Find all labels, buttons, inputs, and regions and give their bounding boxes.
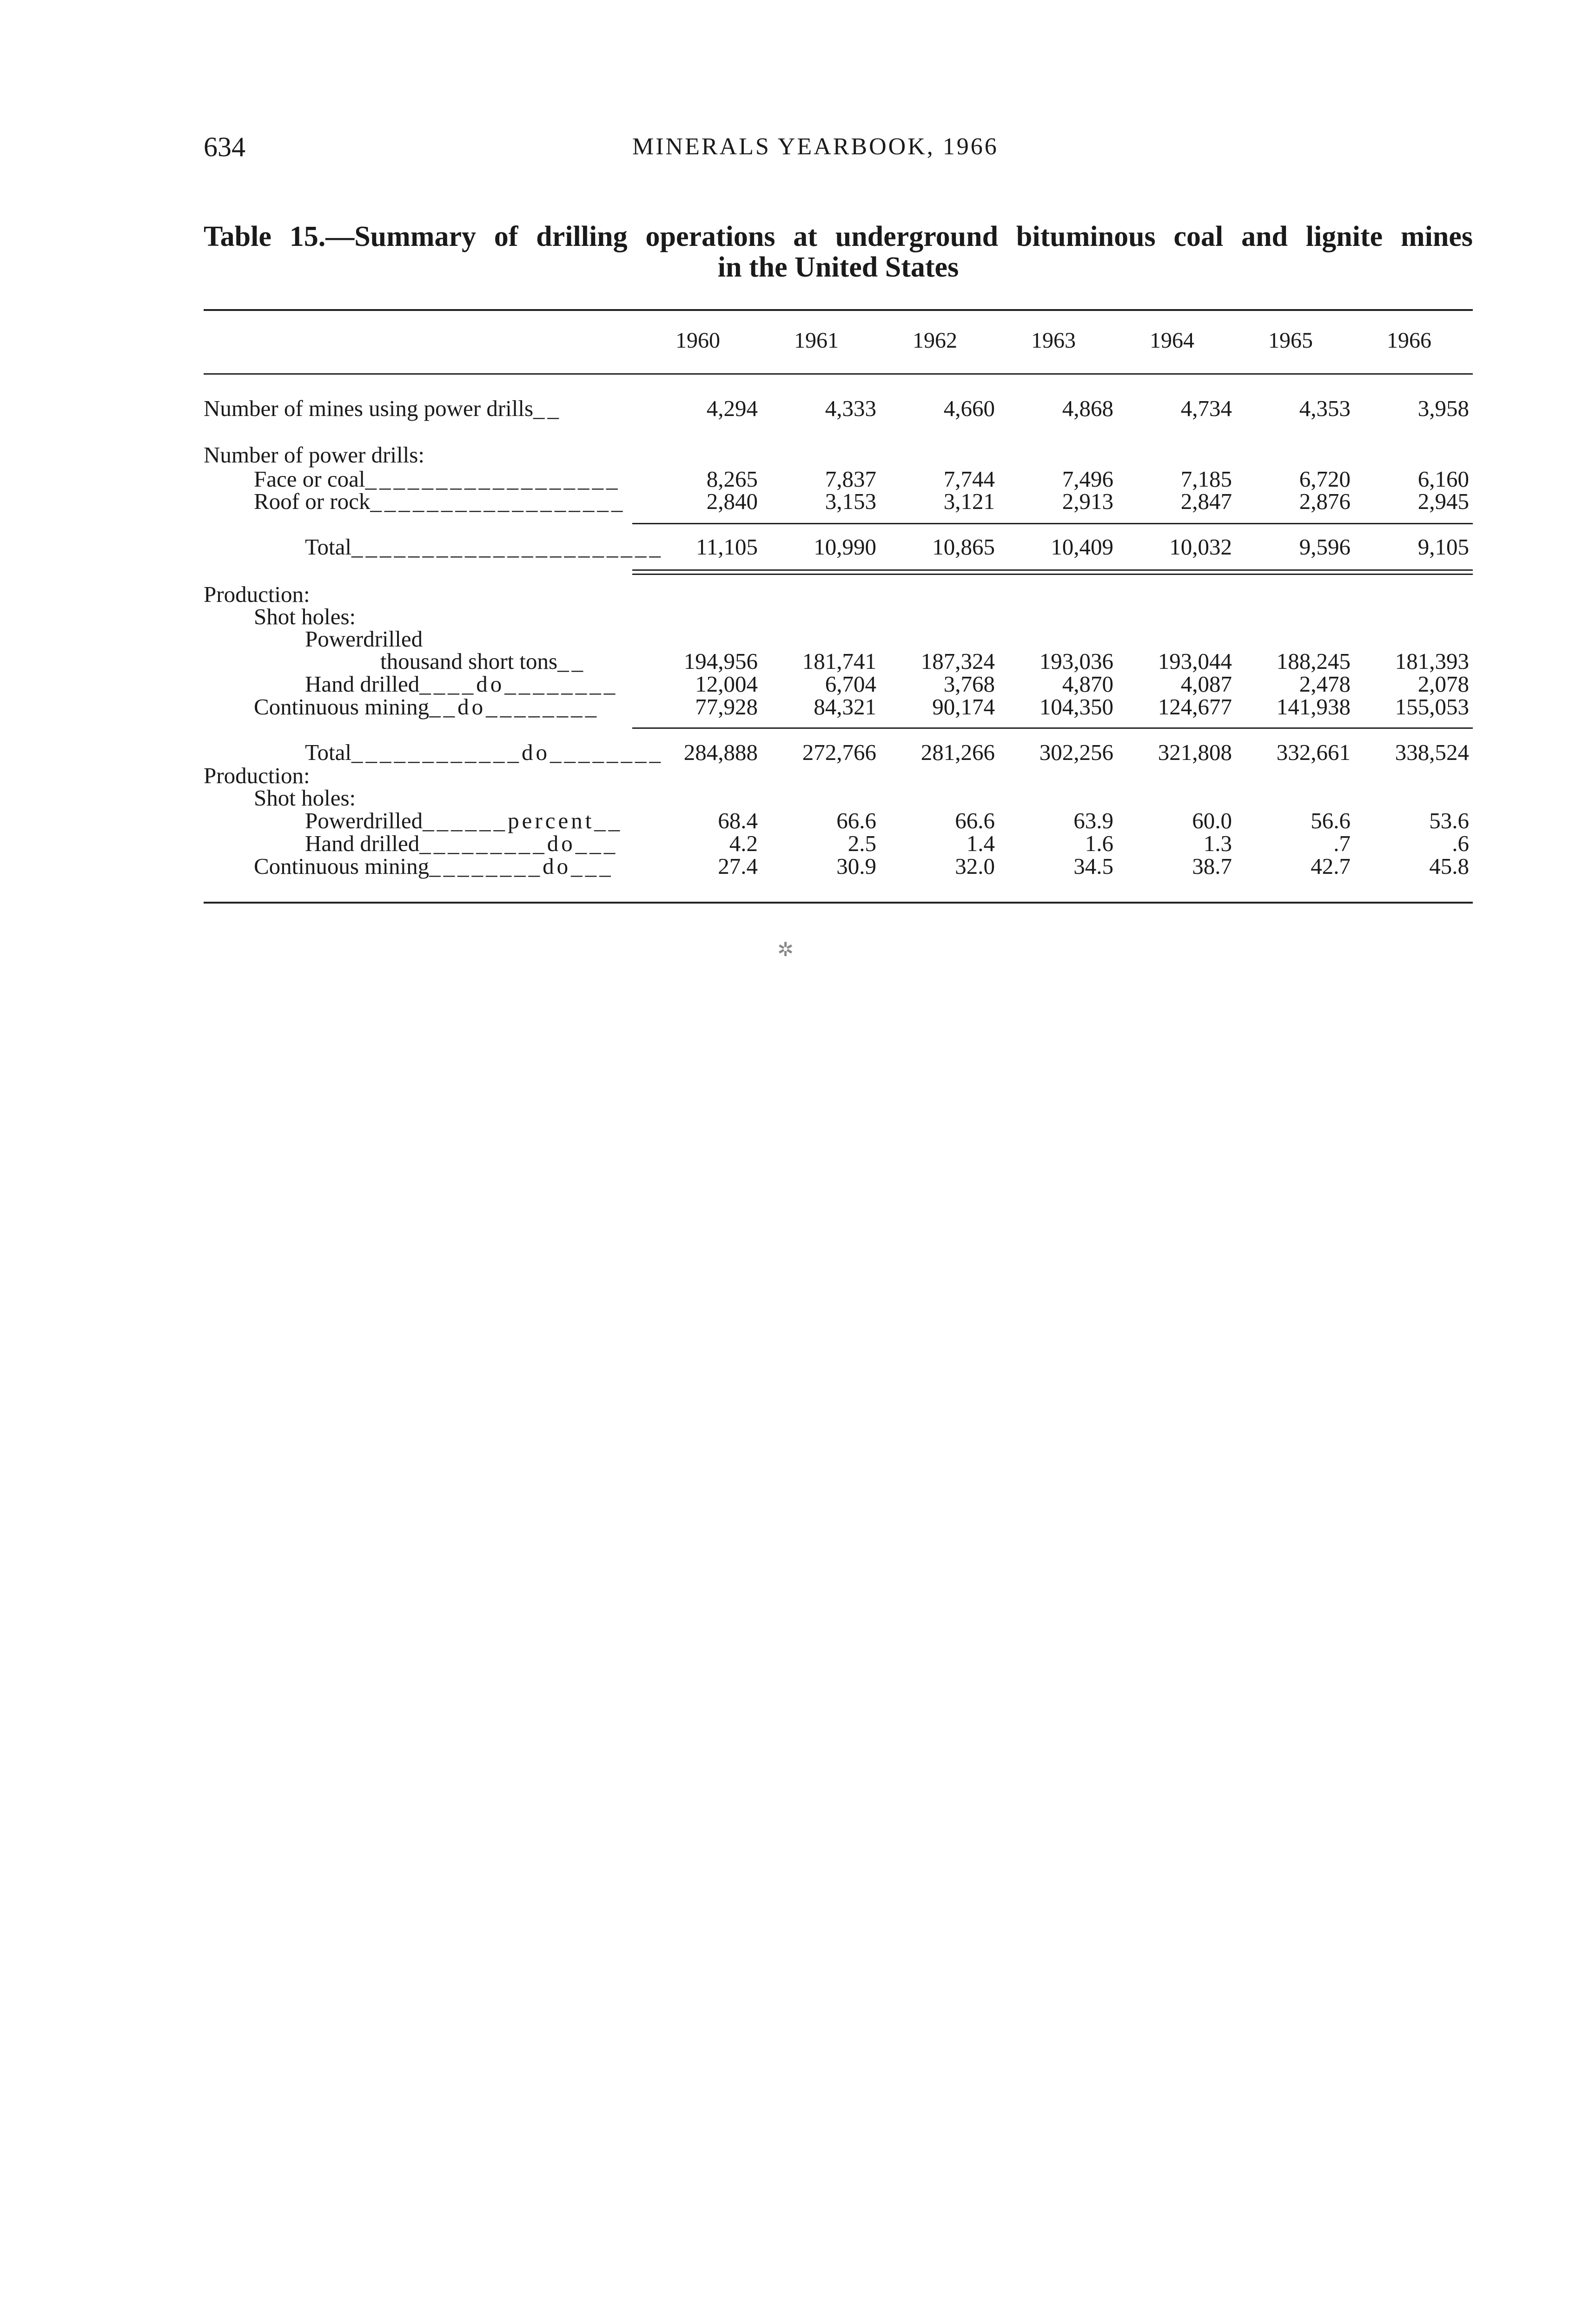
table-cell: 66.6 — [955, 808, 995, 833]
table-cell: 66.6 — [836, 808, 876, 833]
ink-mark-icon: ✲ — [777, 939, 794, 961]
table-cell: 12,004 — [695, 671, 758, 697]
table-cell: 10,865 — [932, 534, 995, 560]
table-cell: 281,266 — [920, 739, 995, 765]
row-label-text: Hand drilled — [305, 831, 420, 856]
top-rule — [204, 309, 1473, 311]
row-leader: ____________do________ — [351, 739, 663, 765]
row-label — [204, 442, 424, 468]
table-cell: 332,661 — [1276, 739, 1351, 765]
row-leader: _________do___ — [419, 831, 618, 856]
table-cell: 4,294 — [706, 396, 758, 421]
table-cell: 9,105 — [1417, 534, 1469, 560]
table-cell: 4,734 — [1180, 396, 1232, 421]
table-cell: 1.6 — [1085, 831, 1113, 856]
table-cell: 302,256 — [1039, 739, 1113, 765]
year-heading: 1961 — [794, 328, 839, 353]
row-label — [204, 395, 562, 422]
table-cell: 30.9 — [836, 853, 876, 879]
table-cell: 2,876 — [1299, 489, 1351, 514]
table-cell: 4.2 — [729, 831, 758, 856]
table-cell: 53.6 — [1429, 808, 1469, 833]
row-leader: __ — [533, 396, 562, 421]
table-cell: 6,704 — [825, 671, 876, 697]
table-cell: 11,105 — [696, 534, 758, 560]
table-cell: 181,393 — [1395, 648, 1469, 674]
table-cell: 3,958 — [1417, 396, 1469, 421]
table-cell: 10,990 — [814, 534, 876, 560]
table-cell: 77,928 — [695, 694, 758, 720]
row-label-text: Number of power drills: — [204, 442, 424, 468]
table-cell: 10,032 — [1169, 534, 1232, 560]
row-label-text: thousand short tons — [380, 648, 558, 674]
table-title-line1: Table 15.—Summary of drilling operations at underground bituminous coal and lignite mines — [204, 221, 1473, 252]
table-cell: 284,888 — [683, 739, 758, 765]
table-cell: 2.5 — [848, 831, 876, 856]
row-label-text: Shot holes: — [254, 604, 356, 629]
year-heading: 1962 — [913, 328, 957, 353]
table-cell: 4,333 — [825, 396, 876, 421]
table-cell: 2,913 — [1062, 489, 1113, 514]
table-cell: 181,741 — [802, 648, 876, 674]
table-cell: 84,321 — [814, 694, 876, 720]
row-label-text: Production: — [204, 763, 310, 788]
table-cell: 4,353 — [1299, 396, 1351, 421]
row-label — [254, 853, 614, 879]
table-cell: 2,945 — [1417, 489, 1469, 514]
row-leader: __________________ — [370, 489, 626, 514]
table-cell: .7 — [1333, 831, 1351, 856]
row-label — [305, 534, 663, 560]
table-cell: 2,078 — [1417, 671, 1469, 697]
row-label-text: Number of mines using power drills — [204, 396, 534, 421]
running-head: MINERALS YEARBOOK, 1966 — [632, 133, 999, 160]
table-title-line2: in the United States — [717, 251, 959, 283]
table-cell: 272,766 — [802, 739, 876, 765]
table-cell: 193,036 — [1039, 648, 1113, 674]
table-cell: 6,160 — [1417, 466, 1469, 492]
year-heading: 1964 — [1150, 328, 1194, 353]
row-label — [254, 488, 625, 515]
table-cell: 187,324 — [920, 648, 995, 674]
table-cell: 45.8 — [1429, 853, 1469, 879]
table-cell: 42.7 — [1311, 853, 1351, 879]
row-leader: ______percent__ — [423, 808, 623, 833]
row-label — [254, 693, 599, 720]
section-double-rule — [632, 569, 1473, 575]
row-label-text: Hand drilled — [305, 671, 420, 697]
table-cell: 194,956 — [683, 648, 758, 674]
row-leader: ________do___ — [429, 853, 614, 879]
page-number: 634 — [204, 132, 245, 162]
year-heading: 1965 — [1268, 328, 1313, 353]
table-cell: 2,478 — [1299, 671, 1351, 697]
row-label-text: Powerdrilled — [305, 626, 423, 652]
header-rule — [204, 373, 1473, 375]
row-label-text: Face or coal — [254, 466, 365, 492]
table-cell: 7,185 — [1180, 466, 1232, 492]
row-leader: ____do________ — [419, 671, 618, 697]
table-cell: 188,245 — [1276, 648, 1351, 674]
row-label-text: Production: — [204, 581, 310, 607]
table-cell: 1.4 — [966, 831, 995, 856]
table-cell: 68.4 — [718, 808, 758, 833]
table-cell: 38.7 — [1192, 853, 1232, 879]
table-cell: 104,350 — [1039, 694, 1113, 720]
year-heading: 1966 — [1387, 328, 1431, 353]
table-cell: 7,496 — [1062, 466, 1113, 492]
table-cell: 8,265 — [706, 466, 758, 492]
table-cell: 7,837 — [825, 466, 876, 492]
table-cell: 10,409 — [1051, 534, 1113, 560]
table-cell: 56.6 — [1311, 808, 1351, 833]
table-cell: 6,720 — [1299, 466, 1351, 492]
row-label-text: Continuous mining — [254, 694, 430, 720]
table-cell: 4,087 — [1180, 671, 1232, 697]
table-cell: 338,524 — [1395, 739, 1469, 765]
row-label-text: Total — [305, 739, 351, 765]
table-cell: 193,044 — [1158, 648, 1232, 674]
row-label-text: Continuous mining — [254, 853, 430, 879]
row-label-text: Roof or rock — [254, 489, 371, 514]
table-cell: 155,053 — [1395, 694, 1469, 720]
row-leader: __do________ — [429, 694, 600, 720]
table-cell: 34.5 — [1073, 853, 1113, 879]
table-cell: 3,153 — [825, 489, 876, 514]
table-cell: 1.3 — [1203, 831, 1232, 856]
row-leader: __ — [557, 648, 586, 674]
table-cell: 4,660 — [943, 396, 995, 421]
row-leader: __________________ — [365, 466, 621, 492]
table-cell: 141,938 — [1276, 694, 1351, 720]
row-label-text: Total — [305, 534, 351, 560]
table-cell: 27.4 — [718, 853, 758, 879]
table-cell: 32.0 — [955, 853, 995, 879]
row-label-text: Shot holes: — [254, 785, 356, 811]
table-cell: 3,768 — [943, 671, 995, 697]
table-cell: 9,596 — [1299, 534, 1351, 560]
subtotal-rule — [632, 727, 1473, 729]
year-heading: 1963 — [1031, 328, 1076, 353]
year-heading: 1960 — [675, 328, 720, 353]
table-title — [204, 221, 1473, 283]
subtotal-rule — [632, 523, 1473, 524]
table-cell: 63.9 — [1073, 808, 1113, 833]
table-cell: 4,868 — [1062, 396, 1113, 421]
table-cell: 3,121 — [943, 489, 995, 514]
table-cell: 4,870 — [1062, 671, 1113, 697]
row-label-text: Powerdrilled — [305, 808, 423, 833]
bottom-rule — [204, 902, 1473, 904]
table-cell: 7,744 — [943, 466, 995, 492]
table-cell: .6 — [1452, 831, 1469, 856]
table-cell: 124,677 — [1158, 694, 1232, 720]
row-leader: ______________________ — [351, 534, 663, 560]
table-cell: 90,174 — [932, 694, 995, 720]
row-label — [305, 739, 663, 766]
table-cell: 2,847 — [1180, 489, 1232, 514]
table-cell: 60.0 — [1192, 808, 1232, 833]
table-cell: 321,808 — [1158, 739, 1232, 765]
table-cell: 2,840 — [706, 489, 758, 514]
